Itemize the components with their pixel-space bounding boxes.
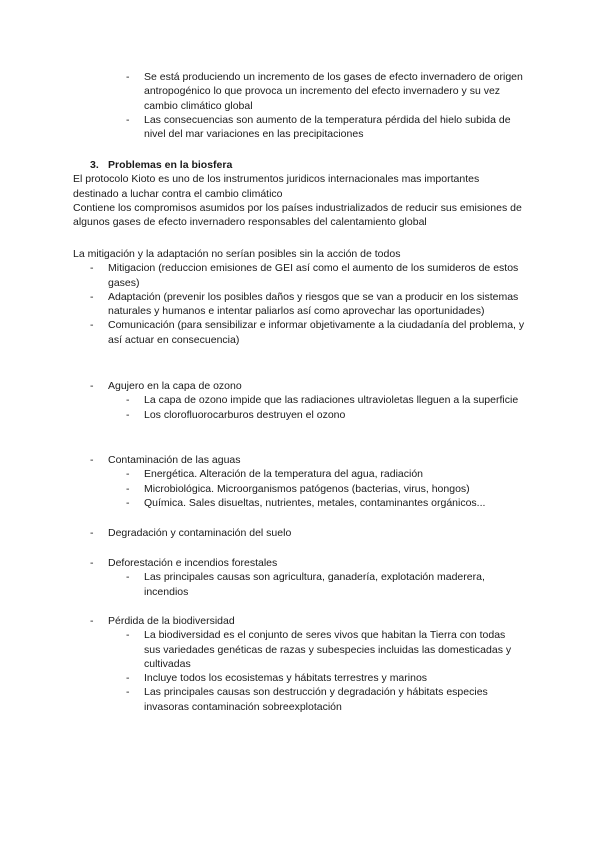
list-item-text: Microbiológica. Microorganismos patógenos (bacterias, virus, hongos) [144,482,470,495]
dash-bullet: - [90,380,94,392]
list-item-text: Los clorofluorocarburos destruyen el ozono [144,408,346,421]
list-item [0,685,600,714]
dash-bullet: - [126,71,130,83]
list-item-text: Las consecuencias son aumento de la temperatura pérdida del hielo subida de nivel del mar variaciones en las precipitaciones [144,113,511,141]
dash-bullet: - [126,629,130,642]
aguas-block [0,453,600,510]
list-item-text: Adaptación (prevenir los posibles daños y riesgos que se van a producir en los sistemas naturales y humanos e intentar paliarlos así como aprovechar las oportunidades) [108,290,519,318]
biodiversidad-block [0,614,600,714]
dash-bullet: - [90,454,94,466]
list-item [0,496,600,510]
mitigacion-block [0,247,600,347]
dash-bullet: - [126,686,130,699]
dash-bullet: - [90,527,94,539]
list-item-text: Incluye todos los ecosistemas y hábitats terrestres y marinos [144,672,428,685]
list-item-text: Se está produciendo un incremento de los gases de efecto invernadero de origen antropogénico lo que provoca un incremento del efecto invernadero y su vez cambio climático global [144,71,523,112]
top-bullet-list [0,70,600,141]
topic-item [0,526,600,540]
list-item [0,467,600,481]
topic-title: Contaminación de las aguas [108,454,241,466]
dash-bullet: - [126,672,130,685]
section-3 [0,158,600,229]
paragraph-compromisos: Contiene los compromisos asumidos por los países industrializados de reducir sus emisiones de algunos gases de efecto invernadero responsables del calentamiento global [73,201,522,229]
suelo-block [0,526,600,540]
dash-bullet: - [126,113,130,126]
list-item [0,290,600,319]
topic-item [0,556,600,570]
dash-bullet: - [126,408,130,421]
list-item [0,570,600,599]
mitigacion-intro: La mitigación y la adaptación no serían posibles sin la acción de todos [73,248,401,260]
list-item [0,393,600,407]
dash-bullet: - [126,496,130,509]
dash-bullet: - [90,319,94,332]
section-title: Problemas en la biosfera [108,159,233,171]
list-item [0,628,600,671]
topic-title: Degradación y contaminación del suelo [108,527,292,539]
list-item-text: Química. Sales disueltas, nutrientes, metales, contaminantes orgánicos... [144,496,486,509]
section-number: 3. [90,159,99,171]
list-item [0,113,600,142]
dash-bullet: - [90,290,94,303]
deforestacion-block [0,556,600,599]
topic-item [0,614,600,628]
topic-item [0,379,600,393]
paragraph-kioto: El protocolo Kioto es uno de los instrumentos juridicos internacionales mas importantes destinado a luchar contra el cambio climático [73,173,480,200]
list-item [0,261,600,290]
dash-bullet: - [90,262,94,275]
list-item-text: La biodiversidad es el conjunto de seres vivos que habitan la Tierra con todas sus variedades genéticas de razas y subespecies incluidas las domesticadas y cultivadas [144,629,512,670]
topic-title: Pérdida de la biodiversidad [108,615,235,627]
list-item [0,671,600,685]
dash-bullet: - [90,557,94,569]
list-item-text: Energética. Alteración de la temperatura del agua, radiación [144,468,424,481]
dash-bullet: - [126,394,130,407]
topic-item [0,453,600,467]
section-heading [90,158,600,172]
list-item [0,318,600,347]
dash-bullet: - [126,468,130,481]
dash-bullet: - [126,482,130,495]
list-item [0,70,600,113]
list-item-text: Las principales causas son agricultura, ganadería, explotación maderera, incendios [144,571,485,598]
list-item [0,482,600,496]
list-item-text: Las principales causas son destrucción y degradación y hábitats especies invasoras contaminación sobreexplotación [144,686,488,713]
dash-bullet: - [90,615,94,627]
ozono-block [0,379,600,422]
list-item-text: Comunicación (para sensibilizar e informar objetivamente a la ciudadanía del problema, y así actuar en consecuencia) [108,319,525,346]
topic-title: Agujero en la capa de ozono [108,380,242,392]
dash-bullet: - [126,571,130,584]
list-item-text: Mitigacion (reduccion emisiones de GEI así como el aumento de los sumideros de estos gases) [108,262,519,289]
topic-title: Deforestación e incendios forestales [108,557,278,569]
list-item [0,408,600,422]
list-item-text: La capa de ozono impide que las radiaciones ultravioletas lleguen a la superficie [144,394,519,407]
